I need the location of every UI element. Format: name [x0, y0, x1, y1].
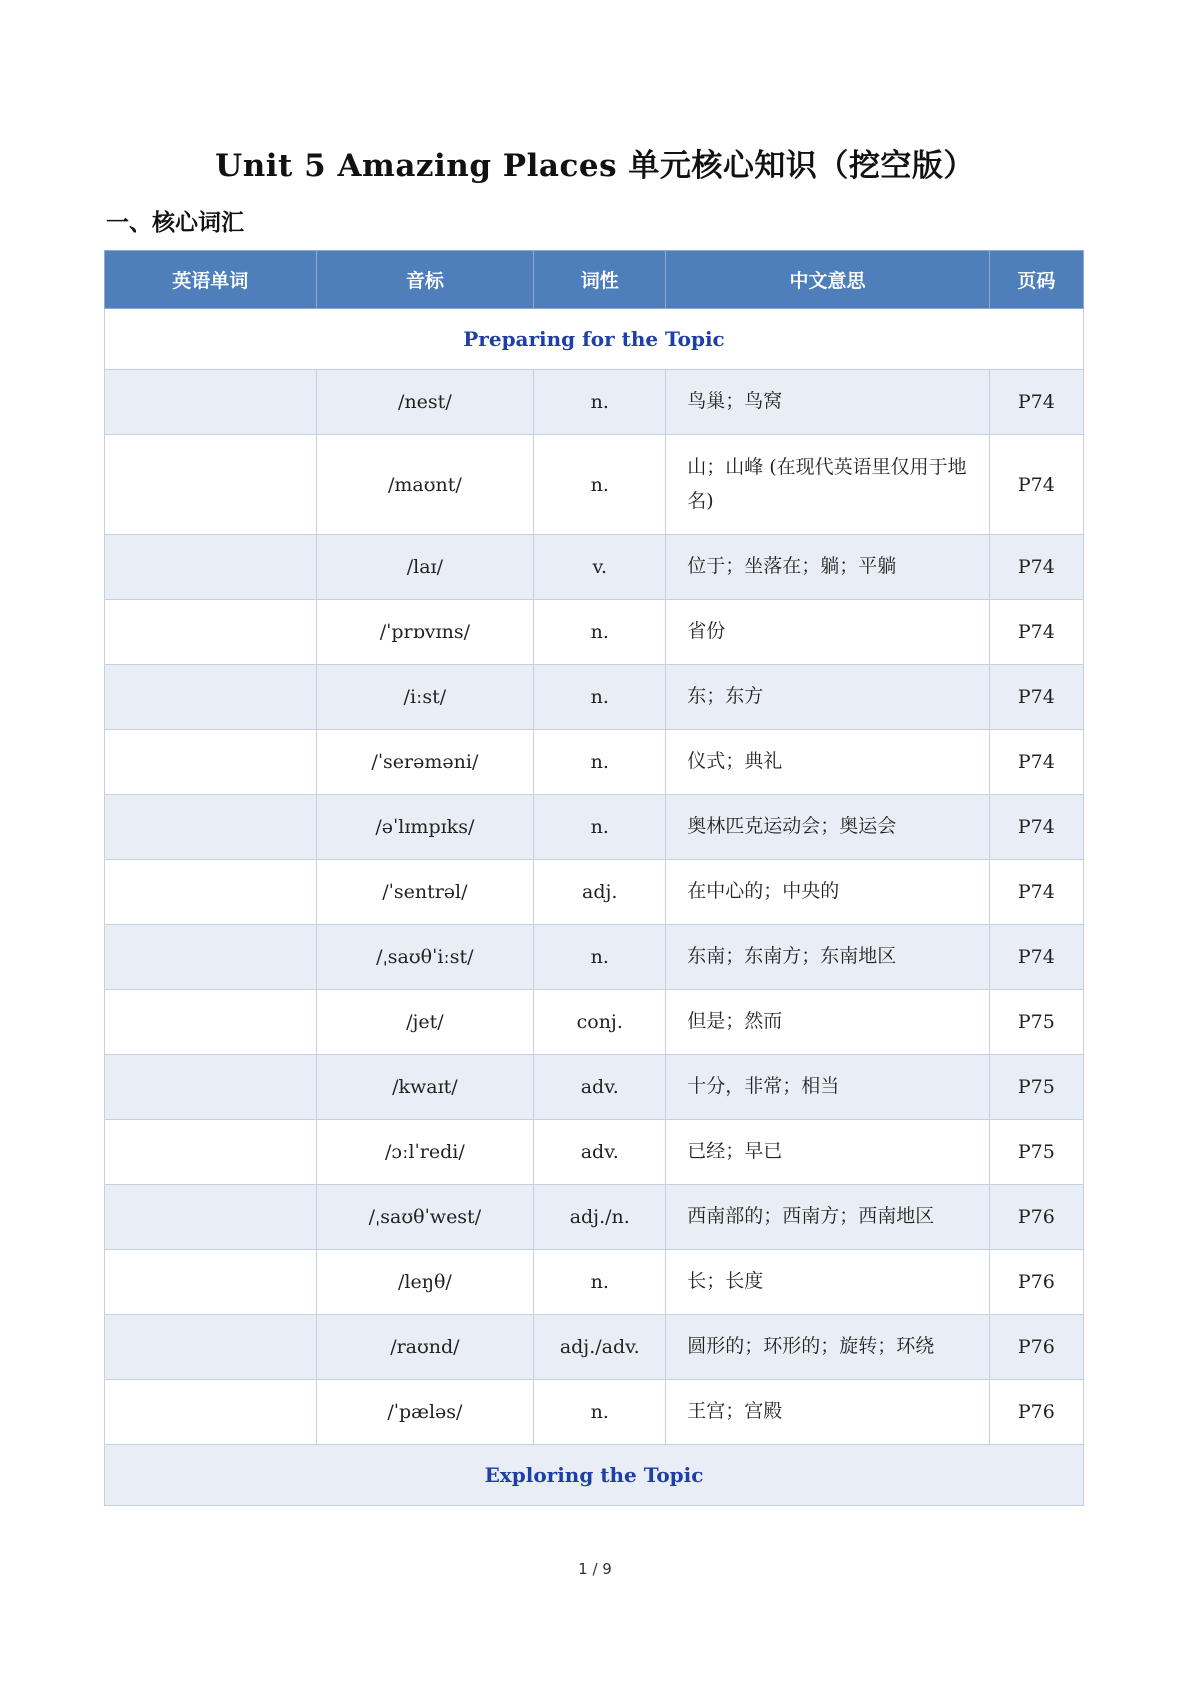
pos-cell: adv. [534, 1120, 666, 1185]
page-number: 1 / 9 [578, 1560, 612, 1578]
ipa-cell: /ˌsaʊθˈiːst/ [316, 925, 534, 990]
word-cell[interactable] [105, 600, 317, 665]
table-row [105, 1250, 1084, 1315]
page-cell: P76 [989, 1185, 1083, 1250]
table-row [105, 730, 1084, 795]
table-row [105, 925, 1084, 990]
page-cell: P74 [989, 730, 1083, 795]
ipa-cell: /leŋθ/ [316, 1250, 534, 1315]
meaning-cell: 东南；东南方；东南地区 [666, 925, 990, 990]
meaning-cell: 但是；然而 [666, 990, 990, 1055]
page-cell: P74 [989, 795, 1083, 860]
meaning-cell: 省份 [666, 600, 990, 665]
header-word: 英语单词 [105, 251, 317, 309]
table-header-row [105, 251, 1084, 309]
ipa-cell: /nest/ [316, 370, 534, 435]
word-cell[interactable] [105, 370, 317, 435]
meaning-cell: 山；山峰 (在现代英语里仅用于地名) [666, 435, 990, 535]
header-pos: 词性 [534, 251, 666, 309]
table-row [105, 860, 1084, 925]
table-row [105, 600, 1084, 665]
ipa-cell: /kwaɪt/ [316, 1055, 534, 1120]
table-row [105, 1120, 1084, 1185]
ipa-cell: /ˌsaʊθˈwest/ [316, 1185, 534, 1250]
table-row [105, 1380, 1084, 1445]
ipa-cell: /iːst/ [316, 665, 534, 730]
word-cell[interactable] [105, 795, 317, 860]
page-cell: P74 [989, 665, 1083, 730]
ipa-cell: /maʊnt/ [316, 435, 534, 535]
pos-cell: adj./n. [534, 1185, 666, 1250]
table-row [105, 1185, 1084, 1250]
page-cell: P74 [989, 435, 1083, 535]
ipa-cell: /əˈlɪmpɪks/ [316, 795, 534, 860]
pos-cell: adj. [534, 860, 666, 925]
pos-cell: n. [534, 730, 666, 795]
meaning-cell: 圆形的；环形的；旋转；环绕 [666, 1315, 990, 1380]
table-row [105, 1315, 1084, 1380]
section-title-preparing: Preparing for the Topic [105, 309, 1084, 370]
meaning-cell: 东；东方 [666, 665, 990, 730]
meaning-cell: 在中心的；中央的 [666, 860, 990, 925]
page-cell: P75 [989, 1120, 1083, 1185]
page-cell: P74 [989, 925, 1083, 990]
page-cell: P74 [989, 600, 1083, 665]
pos-cell: n. [534, 370, 666, 435]
meaning-cell: 长；长度 [666, 1250, 990, 1315]
document-title: Unit 5 Amazing Places 单元核心知识（挖空版） [215, 148, 975, 184]
pos-cell: adj./adv. [534, 1315, 666, 1380]
word-cell[interactable] [105, 730, 317, 795]
ipa-cell: /ˈpæləs/ [316, 1380, 534, 1445]
section-row-preparing [105, 309, 1084, 370]
word-cell[interactable] [105, 860, 317, 925]
pos-cell: n. [534, 665, 666, 730]
ipa-cell: /laɪ/ [316, 535, 534, 600]
section-heading: 一、核心词汇 [106, 209, 244, 236]
meaning-cell: 已经；早已 [666, 1120, 990, 1185]
meaning-cell: 位于；坐落在；躺；平躺 [666, 535, 990, 600]
ipa-cell: /ˈprɒvɪns/ [316, 600, 534, 665]
pos-cell: n. [534, 600, 666, 665]
vocabulary-table [104, 250, 1084, 1506]
word-cell[interactable] [105, 925, 317, 990]
page-cell: P75 [989, 1055, 1083, 1120]
pos-cell: v. [534, 535, 666, 600]
meaning-cell: 仪式；典礼 [666, 730, 990, 795]
page-cell: P76 [989, 1380, 1083, 1445]
word-cell[interactable] [105, 990, 317, 1055]
pos-cell: adv. [534, 1055, 666, 1120]
page-cell: P76 [989, 1250, 1083, 1315]
word-cell[interactable] [105, 435, 317, 535]
word-cell[interactable] [105, 1120, 317, 1185]
page-cell: P75 [989, 990, 1083, 1055]
table-row [105, 535, 1084, 600]
table-row [105, 1055, 1084, 1120]
page-cell: P74 [989, 535, 1083, 600]
table-row [105, 370, 1084, 435]
header-page: 页码 [989, 251, 1083, 309]
word-cell[interactable] [105, 1185, 317, 1250]
table-row [105, 435, 1084, 535]
page-cell: P74 [989, 370, 1083, 435]
table-row [105, 990, 1084, 1055]
word-cell[interactable] [105, 535, 317, 600]
section-row-exploring [105, 1445, 1084, 1506]
ipa-cell: /raʊnd/ [316, 1315, 534, 1380]
page-cell: P74 [989, 860, 1083, 925]
word-cell[interactable] [105, 1380, 317, 1445]
table-row [105, 795, 1084, 860]
pos-cell: n. [534, 1250, 666, 1315]
pos-cell: n. [534, 925, 666, 990]
ipa-cell: /ˈsentrəl/ [316, 860, 534, 925]
ipa-cell: /ɔːlˈredi/ [316, 1120, 534, 1185]
pos-cell: conj. [534, 990, 666, 1055]
word-cell[interactable] [105, 1250, 317, 1315]
table-row [105, 665, 1084, 730]
section-title-exploring: Exploring the Topic [105, 1445, 1084, 1506]
ipa-cell: /jet/ [316, 990, 534, 1055]
meaning-cell: 王宫；宫殿 [666, 1380, 990, 1445]
meaning-cell: 十分，非常；相当 [666, 1055, 990, 1120]
pos-cell: n. [534, 435, 666, 535]
page-cell: P76 [989, 1315, 1083, 1380]
meaning-cell: 奥林匹克运动会；奥运会 [666, 795, 990, 860]
word-cell[interactable] [105, 1055, 317, 1120]
word-cell[interactable] [105, 1315, 317, 1380]
pos-cell: n. [534, 795, 666, 860]
header-ipa: 音标 [316, 251, 534, 309]
word-cell[interactable] [105, 665, 317, 730]
pos-cell: n. [534, 1380, 666, 1445]
header-meaning: 中文意思 [666, 251, 990, 309]
meaning-cell: 鸟巢；鸟窝 [666, 370, 990, 435]
ipa-cell: /ˈserəməni/ [316, 730, 534, 795]
meaning-cell: 西南部的；西南方；西南地区 [666, 1185, 990, 1250]
